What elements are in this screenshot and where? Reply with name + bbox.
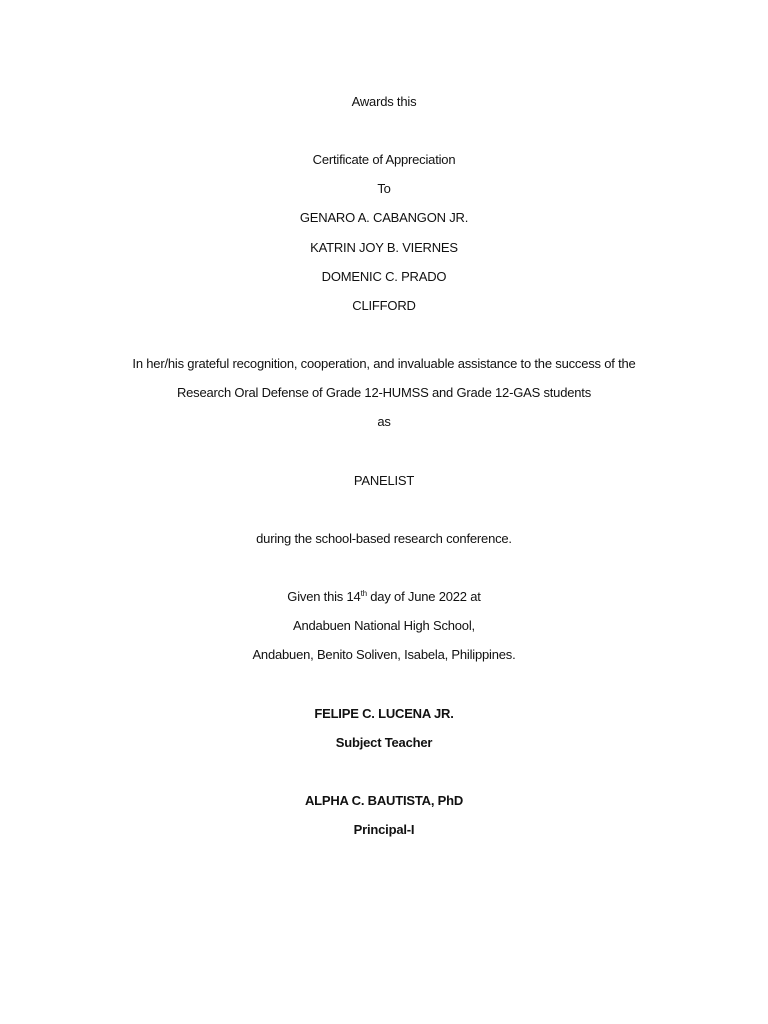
recipient-name: GENARO A. CABANGON JR. [299, 210, 469, 225]
to-line: To [377, 181, 391, 196]
given-prefix: Given this 14 [287, 589, 361, 604]
recipient-name: DOMENIC C. PRADO [321, 269, 447, 284]
as-line: as [377, 414, 391, 429]
awards-line: Awards this [351, 94, 417, 109]
school-line: Andabuen National High School, [293, 618, 475, 633]
recipient-name: CLIFFORD [352, 298, 416, 313]
signatory-title: Subject Teacher [335, 735, 433, 750]
event-line: during the school-based research conference. [256, 531, 512, 546]
role-label: PANELIST [353, 473, 415, 488]
signatory-title: Principal-I [353, 822, 415, 837]
certificate-title: Certificate of Appreciation [312, 152, 456, 167]
signatory-name: ALPHA C. BAUTISTA, PhD [304, 793, 464, 808]
address-line: Andabuen, Benito Soliven, Isabela, Philippines. [252, 647, 516, 662]
recognition-line-2: Research Oral Defense of Grade 12-HUMSS and Grade 12-GAS students [176, 385, 592, 400]
given-date-line [0, 589, 768, 605]
ordinal-suffix: th [360, 589, 367, 598]
recipient-name: KATRIN JOY B. VIERNES [310, 240, 458, 255]
given-rest: day of June 2022 at [366, 589, 481, 604]
recognition-line-1: In her/his grateful recognition, cooperation, and invaluable assistance to the success of the [132, 356, 636, 371]
signatory-name: FELIPE C. LUCENA JR. [314, 706, 454, 721]
